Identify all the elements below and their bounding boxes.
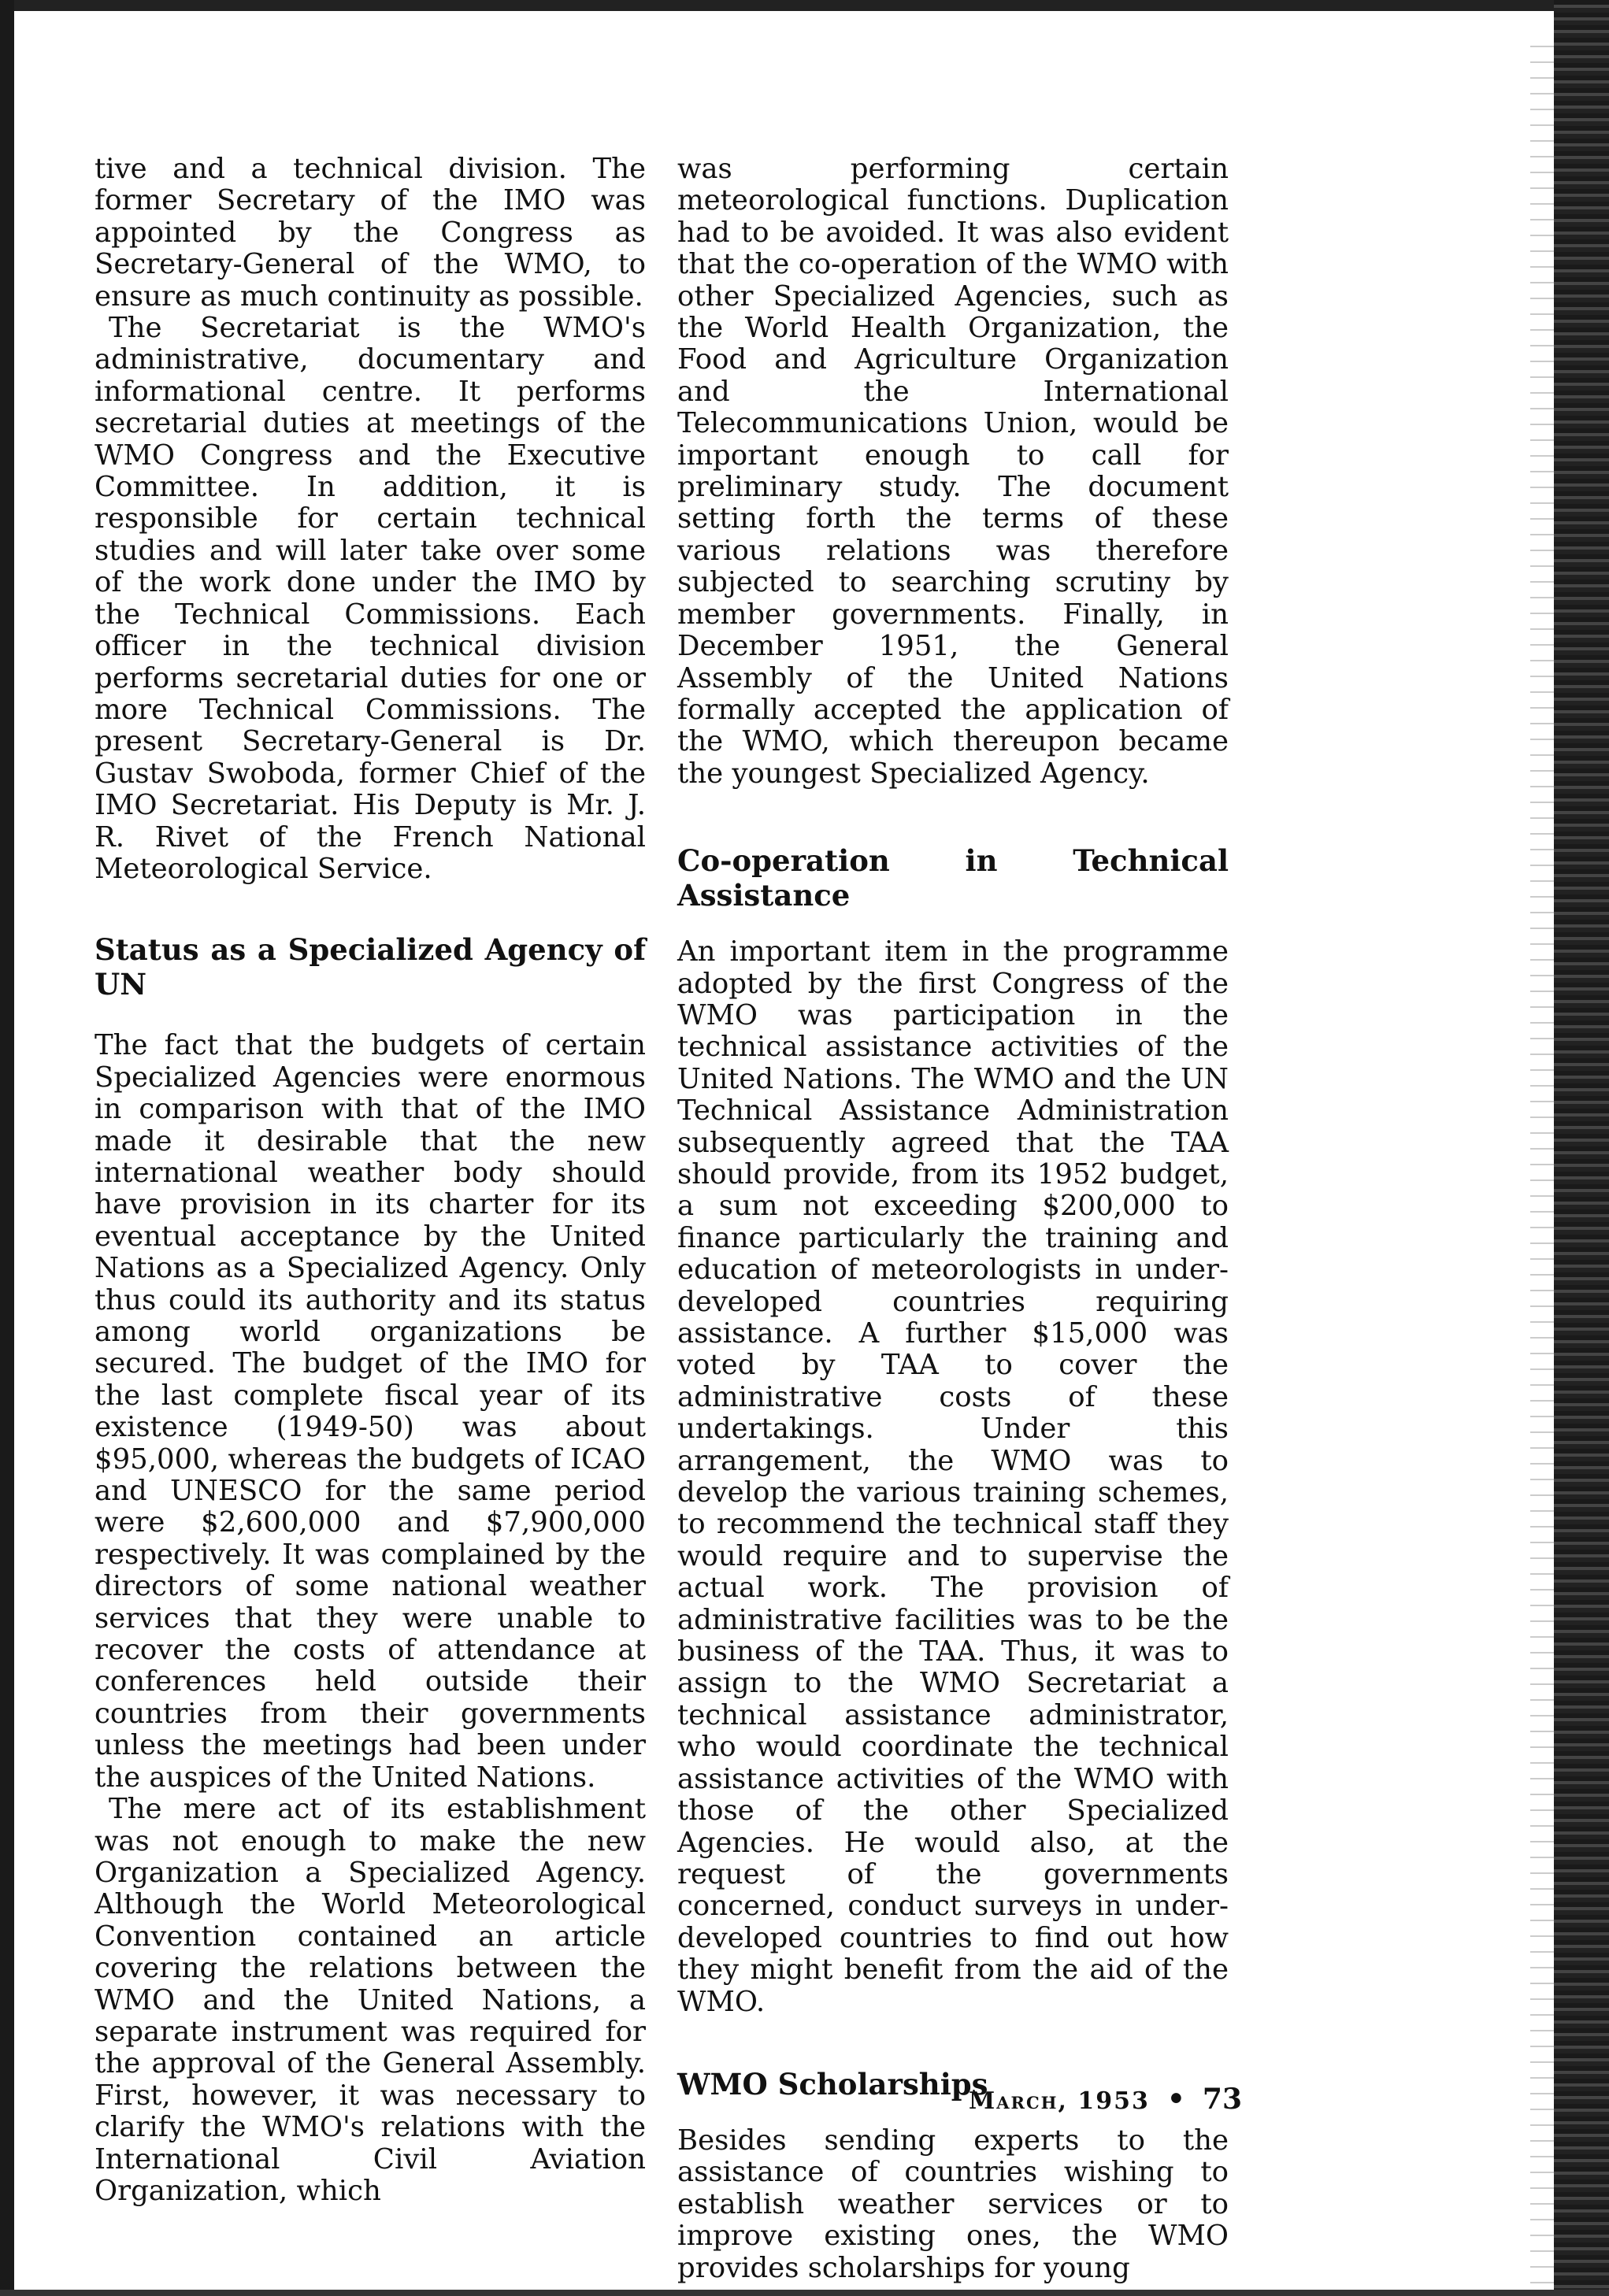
page-number: 73 xyxy=(1202,2083,1243,2116)
page-edge-right-inner xyxy=(1530,31,1554,2283)
binding-marks xyxy=(0,157,11,1653)
paragraph: Besides sending experts to the assistance of countries wishing to establish weather services or to improve existing ones, the WMO provides scholarships for young xyxy=(677,2124,1229,2284)
section-heading-status: Status as a Specialized Agency of UN xyxy=(95,932,646,1002)
paragraph: was performing certain meteorological functions. Duplication had to be avoided. It was also evident that the co-operation of the WMO with other Specialized Agencies, such as the World Health Organization, the Food and Agriculture Organization and the International Telecommunications Union, would be important enough to call for preliminary study. The document setting forth the terms of these various relations was therefore subjected to searching scrutiny by member governments. Finally, in December 1951, the General Assembly of the United Nations formally accepted the application of the WMO, which thereupon became the youngest Specialized Agency. xyxy=(677,153,1229,790)
paragraph: The fact that the budgets of certain Specialized Agencies were enormous in comparison with that of the IMO made it desirable that the new international weather body should have provision in its charter for its eventual acceptance by the United Nations as a Specialized Agency. Only thus could its authority and its status among world organizations be secured. The budget of the IMO for the last complete fiscal year of its existence (1949-50) was about $95,000, whereas the budgets of ICAO and UNESCO for the same period were $2,600,000 and $7,900,000 respectively. It was complained by the directors of some national weather services that they were unable to recover the costs of attendance at conferences held outside their countries from their governments unless the meetings had been under the auspices of the United Nations. xyxy=(95,1029,646,1794)
footer-date: March, 1953 xyxy=(969,2087,1150,2115)
paragraph: tive and a technical division. The former Secretary of the IMO was appointed by the Congress as Secretary-General of the WMO, to ensure as much continuity as possible. xyxy=(95,153,646,313)
page-footer xyxy=(969,2083,1242,2116)
page-edge-bottom xyxy=(0,2290,1609,2296)
section-heading-technical-assistance: Co-operation in Technical Assistance xyxy=(677,843,1229,913)
paragraph: An important item in the programme adopted by the first Congress of the WMO was participation in the technical assistance activities of the United Nations. The WMO and the UN Technical Assistance Administration subsequently agreed that the TAA should provide, from its 1952 budget, a sum not exceeding $200,000 to finance particularly the training and education of meteorologists in under-developed countries requiring assistance. A further $15,000 was voted by TAA to cover the administrative costs of these undertakings. Under this arrangement, the WMO was to develop the various training schemes, to recommend the technical staff they would require and to supervise the actual work. The provision of administrative facilities was to be the business of the TAA. Thus, it was to assign to the WMO Secretariat a technical assistance administrator, who would coordinate the technical assistance activities of the WMO with those of the other Specialized Agencies. He would also, at the request of the governments concerned, conduct surveys in under-developed countries to find out how they might benefit from the aid of the WMO. xyxy=(677,935,1229,2018)
page-edge-right xyxy=(1554,0,1609,2296)
paragraph: The mere act of its establishment was not enough to make the new Organization a Specialized Agency. Although the World Meteorological Convention contained an article covering the relations between the WMO and the United Nations, a separate instrument was required for the approval of the General Assembly. First, however, it was necessary to clarify the WMO's relations with the International Civil Aviation Organization, which xyxy=(95,1793,646,2207)
page-edge-top xyxy=(0,0,1609,11)
paragraph: The Secretariat is the WMO's administrative, documentary and informational centre. It performs secretarial duties at meetings of the WMO Congress and the Executive Committee. In addition, it is responsible for certain technical studies and will later take over some of the work done under the IMO by the Technical Commissions. Each officer in the technical division performs secretarial duties for one or more Technical Commissions. The present Secretary-General is Dr. Gustav Swoboda, former Chief of the IMO Secretariat. His Deputy is Mr. J. R. Rivet of the French National Meteorological Service. xyxy=(95,312,646,885)
footer-bullet: • xyxy=(1166,2083,1185,2116)
left-column xyxy=(95,154,646,2207)
section-heading-scholarships: WMO Scholarships xyxy=(677,2066,988,2102)
right-column xyxy=(677,154,1229,2284)
